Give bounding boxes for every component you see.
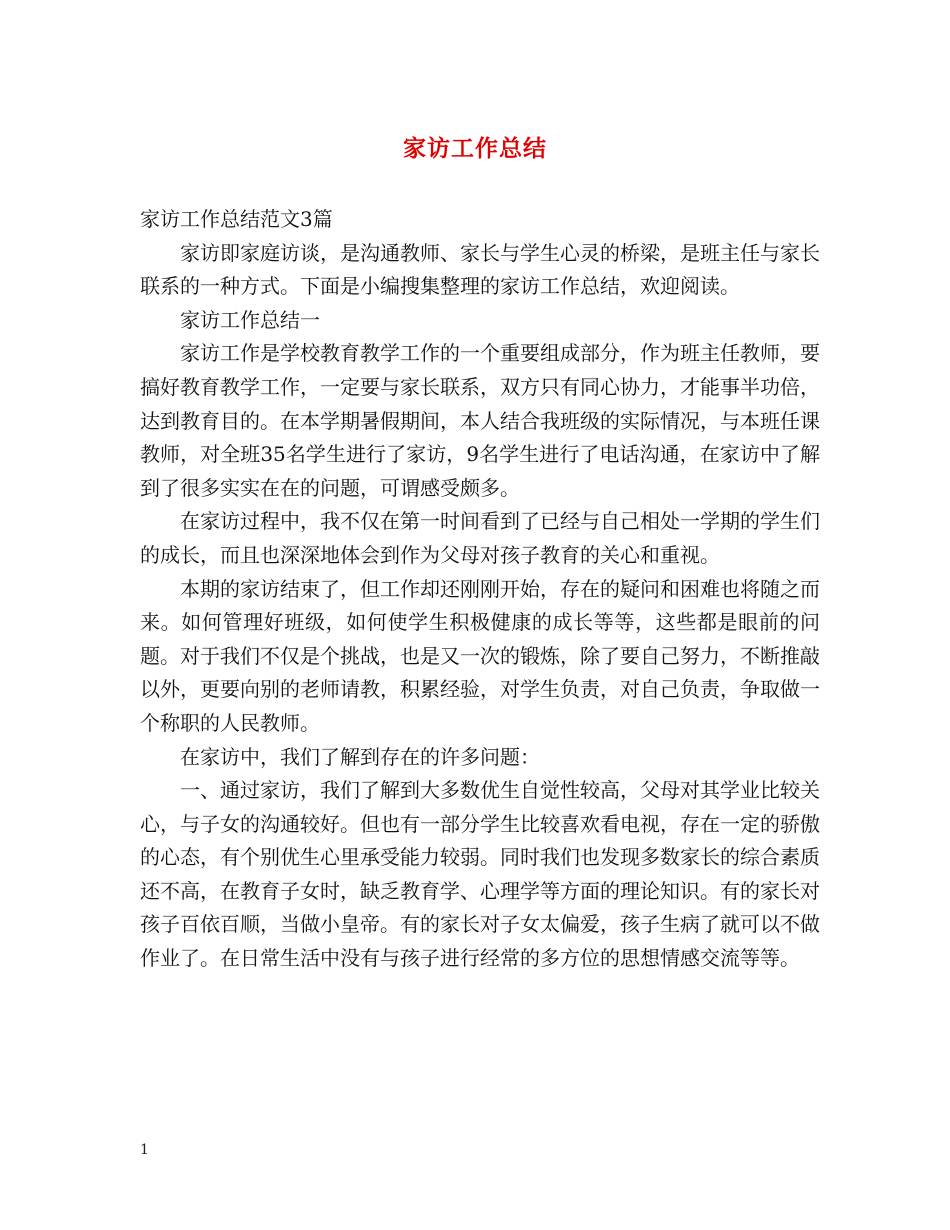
paragraph: 家访工作总结范文3篇	[140, 207, 333, 231]
paragraph: 本期的家访结束了，但工作却还刚刚开始，存在的疑问和困难也将随之而来。如何管理好班级，如何使学生积极健康的成长等等，这些都是眼前的问题。对于我们不仅是个挑战，也是又一次的锻炼，除了要自己努力，不断推敲以外，更要向别的老师请教，积累经验，对学生负责，对自己负责，争取做一个称职的人民教师。	[140, 576, 820, 735]
paragraph: 家访工作是学校教育教学工作的一个重要组成部分，作为班主任教师，要搞好教育教学工作，一定要与家长联系，双方只有同心协力，才能事半功倍，达到教育目的。在本学期暑假期间，本人结合我班级的实际情况，与本班任课教师，对全班35名学生进行了家访，9名学生进行了电话沟通，在家访中了解到了很多实实在在的问题，可谓感受颇多。	[140, 341, 820, 500]
paragraph: 家访即家庭访谈，是沟通教师、家长与学生心灵的桥梁，是班主任与家长联系的一种方式。下面是小编搜集整理的家访工作总结，欢迎阅读。	[140, 240, 820, 299]
paragraph: 在家访中，我们了解到存在的许多问题：	[180, 744, 540, 769]
page-number: 1	[140, 1142, 149, 1158]
paragraph: 在家访过程中，我不仅在第一时间看到了已经与自己相处一学期的学生们的成长，而且也深深地体会到作为父母对孩子教育的关心和重视。	[140, 509, 820, 567]
document-title: 家访工作总结	[403, 136, 547, 162]
section-heading: 家访工作总结一	[180, 307, 320, 332]
document-body	[140, 203, 820, 976]
paragraph: 一、通过家访，我们了解到大多数优生自觉性较高，父母对其学业比较关心，与子女的沟通较好。但也有一部分学生比较喜欢看电视，存在一定的骄傲的心态，有个别优生心里承受能力较弱。同时我们也发现多数家长的综合素质还不高，在教育子女时，缺乏教育学、心理学等方面的理论知识。有的家长对孩子百依百顺，当做小皇帝。有的家长对子女太偏爱，孩子生病了就可以不做作业了。在日常生活中没有与孩子进行经常的多方位的思想情感交流等等。	[140, 778, 820, 971]
